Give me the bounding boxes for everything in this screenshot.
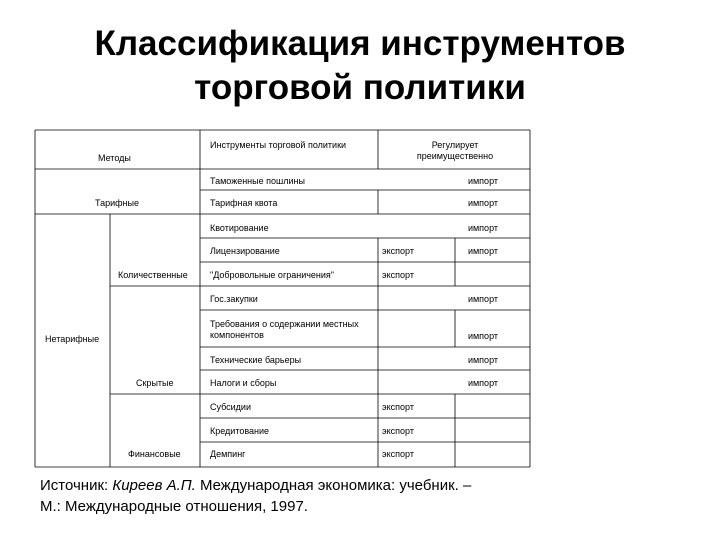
row-4-import: импорт [467, 246, 498, 256]
category-financial: Финансовые [128, 449, 181, 459]
header-regulates: Регулирует преимущественно [416, 140, 494, 161]
row-7-instrument: Требования о содержании местных компонентов [210, 319, 359, 340]
row-11-export: экспорт [382, 426, 414, 436]
row-9-instrument: Налоги и сборы [210, 378, 277, 388]
row-5-instrument: "Добровольные ограничения" [210, 270, 334, 280]
row-3-instrument: Квотирование [210, 223, 269, 233]
row-5-export: экспорт [382, 270, 414, 280]
header-instruments: Инструменты торговой политики [210, 140, 347, 150]
category-hidden: Скрытые [136, 378, 174, 388]
row-12-instrument: Демпинг [210, 449, 246, 459]
title-line-1: Классификация инструментов [94, 24, 626, 63]
source-citation [40, 475, 471, 517]
row-6-instrument: Гос.закупки [210, 294, 258, 304]
row-10-instrument: Субсидии [210, 402, 251, 412]
row-7-import: импорт [467, 331, 498, 341]
row-2-instrument: Тарифная квота [210, 198, 278, 208]
row-12-export: экспорт [382, 449, 414, 459]
category-tariff: Тарифные [95, 198, 139, 208]
row-4-instrument: Лицензирование [210, 246, 280, 256]
row-9-import: импорт [467, 378, 498, 388]
source-line-2: М.: Международные отношения, 1997. [40, 498, 308, 515]
row-4-export: экспорт [382, 246, 414, 256]
row-1-instrument: Таможенные пошлины [210, 176, 305, 186]
source-line-1: Источник: Киреев А.П. Международная экономика: учебник. – [40, 477, 472, 494]
row-10-export: экспорт [382, 402, 414, 412]
row-8-import: импорт [467, 355, 498, 365]
source-author: Киреев А.П. [112, 477, 196, 494]
row-8-instrument: Технические барьеры [210, 355, 302, 365]
header-methods: Методы [98, 153, 131, 163]
title-line-2: торговой политики [194, 68, 526, 107]
category-quantitative: Количественные [118, 270, 188, 280]
category-nontariff: Нетарифные [45, 334, 100, 344]
row-2-import: импорт [467, 198, 498, 208]
row-6-import: импорт [467, 294, 498, 304]
row-1-import: импорт [467, 176, 498, 186]
row-11-instrument: Кредитование [210, 426, 270, 436]
row-3-import: импорт [467, 223, 498, 233]
